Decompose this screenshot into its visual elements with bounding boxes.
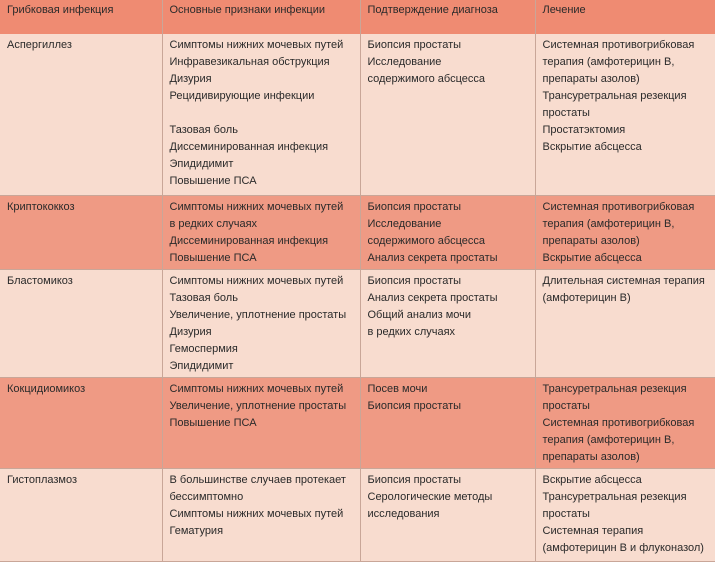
signs-cell — [162, 377, 360, 468]
treatment-line: Трансуретральная резекция — [542, 382, 687, 395]
treatment-line: препараты азолов) — [542, 73, 640, 85]
diagnosis-line: Общий анализ мочи — [367, 308, 472, 321]
sign-line: Симптомы нижних мочевых путей — [169, 274, 344, 287]
sign-line: Диссеминированная инфекция — [169, 141, 329, 153]
diagnosis-line: содержимого абсцесса — [367, 73, 485, 85]
treatment-cell — [535, 468, 715, 561]
header-diagnosis: Подтверждение диагноза — [360, 0, 535, 34]
signs-cell — [162, 195, 360, 269]
sign-line: В большинстве случаев протекает — [169, 473, 346, 486]
infection-name: Кокцидиомикоз — [0, 377, 162, 468]
sign-line: Симптомы нижних мочевых путей — [169, 200, 344, 213]
sign-line: Симптомы нижних мочевых путей — [169, 382, 344, 395]
treatment-line: Вскрытие абсцесса — [542, 141, 642, 153]
sign-line: Гематурия — [169, 524, 224, 537]
diagnosis-line: Серологические методы — [367, 490, 493, 503]
sign-line: в редких случаях — [169, 217, 258, 230]
treatment-cell — [535, 269, 715, 377]
treatment-cell — [535, 195, 715, 269]
treatment-line: Системная противогрибковая — [542, 416, 695, 429]
treatment-line: препараты азолов) — [542, 450, 640, 463]
header-treatment: Лечение — [535, 0, 715, 34]
treatment-line: Трансуретральная резекция — [542, 490, 687, 503]
diagnosis-cell — [360, 468, 535, 561]
diagnosis-line: Биопсия простаты — [367, 473, 462, 486]
sign-line: Дизурия — [169, 325, 212, 338]
table-row — [0, 468, 715, 561]
treatment-line: терапия (амфотерицин В, — [542, 56, 675, 68]
treatment-line: терапия (амфотерицин В, — [542, 433, 675, 446]
sign-line: Гемоспермия — [169, 342, 238, 355]
table-row — [0, 269, 715, 377]
diagnosis-line: Исследование — [367, 56, 442, 68]
sign-line: Увеличение, уплотнение простаты — [169, 399, 347, 412]
signs-cell — [162, 269, 360, 377]
treatment-line: Трансуретральная резекция — [542, 90, 687, 102]
diagnosis-cell — [360, 377, 535, 468]
diagnosis-line: Исследование — [367, 217, 442, 230]
table-row — [0, 195, 715, 269]
treatment-line: (амфотерицин В и флуконазол) — [542, 541, 704, 554]
treatment-line: Вскрытие абсцесса — [542, 473, 642, 486]
sign-line: Тазовая боль — [169, 124, 238, 136]
diagnosis-line: Посев мочи — [367, 382, 428, 395]
signs-cell — [162, 468, 360, 561]
sign-line: Рецидивирующие инфекции — [169, 90, 315, 102]
treatment-line: Длительная системная терапия — [542, 274, 705, 287]
diagnosis-line: Биопсия простаты — [367, 399, 462, 412]
table-row — [0, 34, 715, 195]
sign-line: Повышение ПСА — [169, 416, 257, 429]
sign-line: Эпидидимит — [169, 158, 234, 170]
treatment-line: Системная противогрибковая — [542, 39, 695, 51]
treatment-cell — [535, 34, 715, 195]
diagnosis-line: содержимого абсцесса — [367, 234, 485, 247]
treatment-line: (амфотерицин В) — [542, 291, 631, 304]
treatment-line: терапия (амфотерицин В, — [542, 217, 675, 230]
treatment-line: Вскрытие абсцесса — [542, 251, 642, 264]
sign-line: Симптомы нижних мочевых путей — [169, 39, 344, 51]
table-row — [0, 377, 715, 468]
sign-line: Увеличение, уплотнение простаты — [169, 308, 347, 321]
diagnosis-line: в редких случаях — [367, 325, 456, 338]
diagnosis-cell — [360, 269, 535, 377]
diagnosis-line: Биопсия простаты — [367, 274, 462, 287]
signs-cell — [162, 34, 360, 195]
diagnosis-line: Анализ секрета простаты — [367, 291, 498, 304]
header-row — [0, 0, 715, 34]
sign-line: Инфравезикальная обструкция — [169, 56, 330, 68]
infection-name: Бластомикоз — [0, 269, 162, 377]
header-signs: Основные признаки инфекции — [162, 0, 360, 34]
diagnosis-cell — [360, 195, 535, 269]
sign-line: бессимптомно — [169, 490, 244, 503]
diagnosis-line: Анализ секрета простаты — [367, 251, 498, 264]
treatment-line: простаты — [542, 507, 590, 520]
sign-line: Повышение ПСА — [169, 251, 257, 264]
infection-name: Криптококкоз — [0, 195, 162, 269]
diagnosis-line: Биопсия простаты — [367, 200, 462, 213]
sign-line: Повышение ПСА — [169, 175, 257, 187]
diagnosis-line: исследования — [367, 507, 440, 520]
treatment-line: простаты — [542, 399, 590, 412]
treatment-line: препараты азолов) — [542, 234, 640, 247]
diagnosis-cell — [360, 34, 535, 195]
treatment-line: простаты — [542, 107, 590, 119]
treatment-cell — [535, 377, 715, 468]
treatment-line: Системная противогрибковая — [542, 200, 695, 213]
sign-line: Тазовая боль — [169, 291, 238, 304]
sign-line: Симптомы нижних мочевых путей — [169, 507, 344, 520]
infection-name: Аспергиллез — [0, 34, 162, 195]
treatment-line: Системная терапия — [542, 524, 644, 537]
sign-line: Диссеминированная инфекция — [169, 234, 329, 247]
sign-line: Эпидидимит — [169, 359, 234, 372]
treatment-line: Простатэктомия — [542, 124, 626, 136]
spacer — [170, 105, 354, 122]
infection-name: Гистоплазмоз — [0, 468, 162, 561]
sign-line: Дизурия — [169, 73, 212, 85]
diagnosis-line: Биопсия простаты — [367, 39, 462, 51]
header-infection: Грибковая инфекция — [0, 0, 162, 34]
